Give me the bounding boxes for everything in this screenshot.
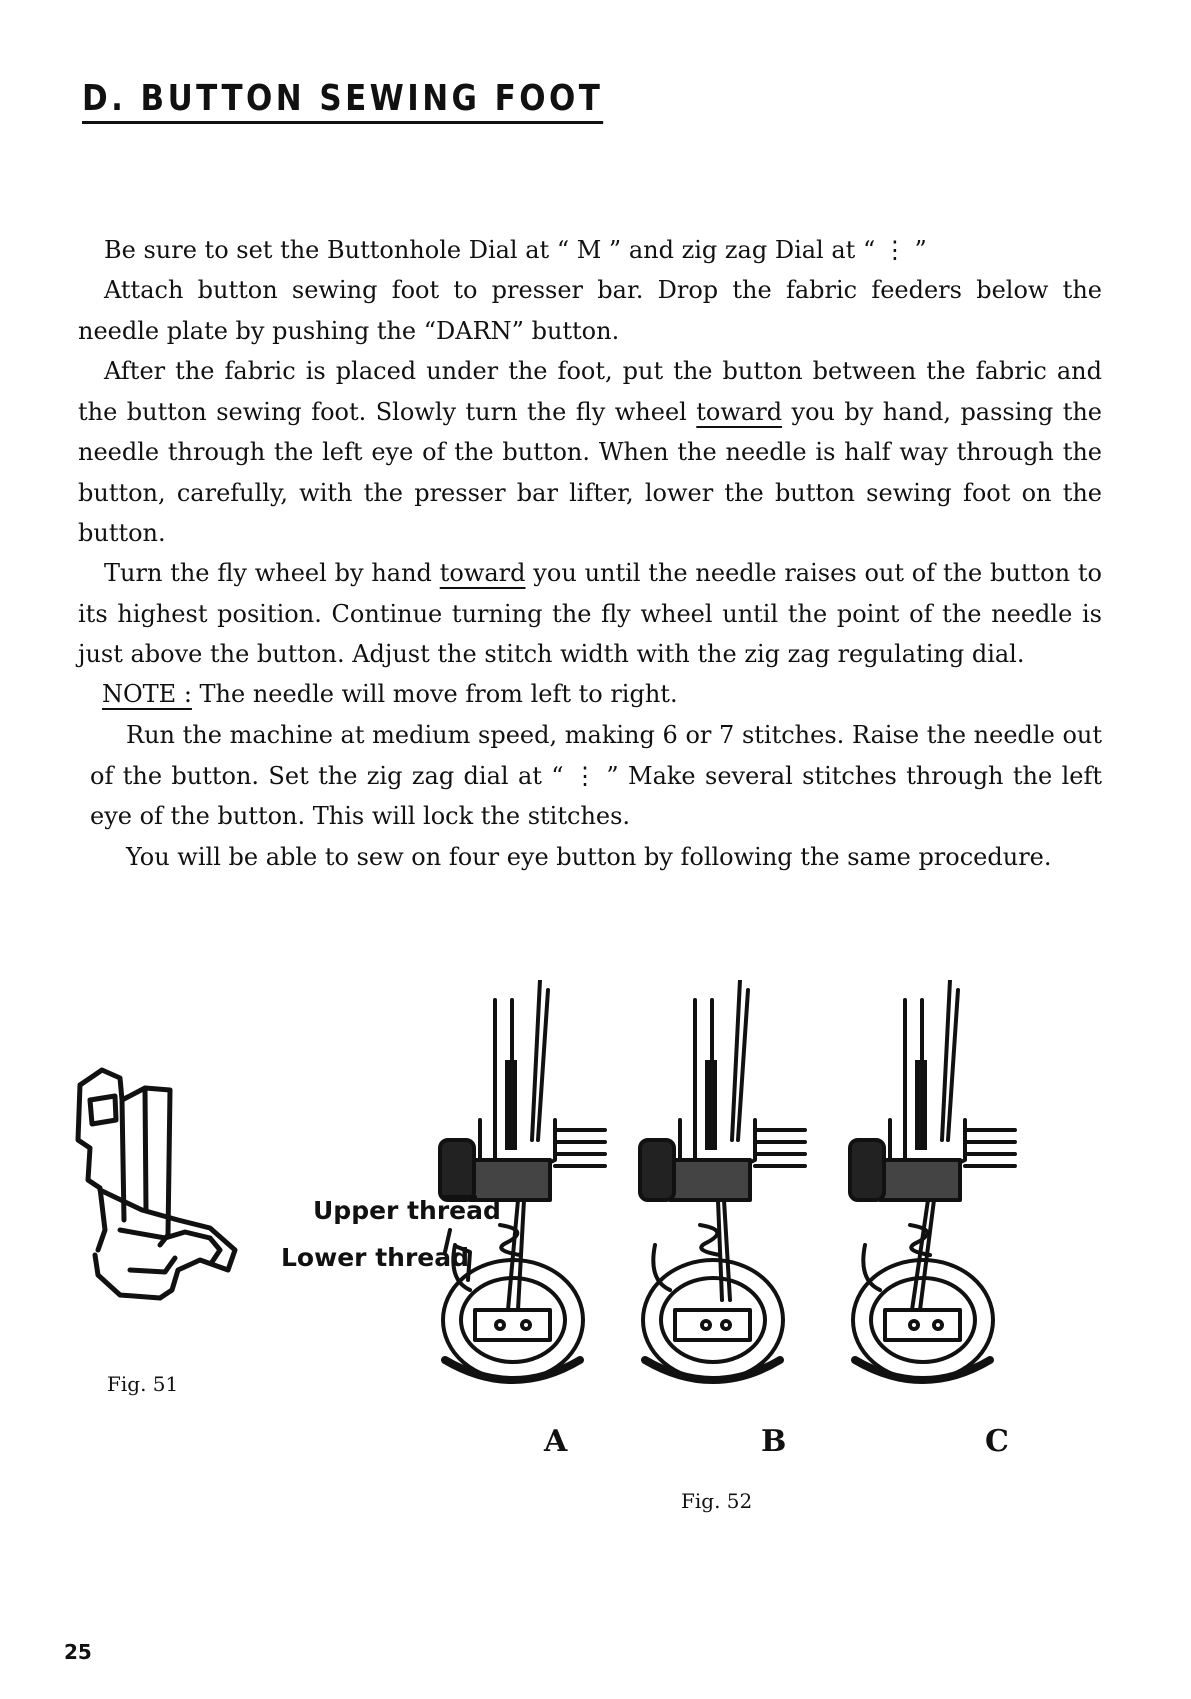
instruction-paragraph: Be sure to set the Buttonhole Dial at “ M ” and zig zag Dial at “ ⋮ ” <box>104 236 927 264</box>
text-run: you until the needle raises out of the button to its highest position. Continue turning the fly wheel until the point of the needle is just above the button. Adjust the stitch width with the zig zag regulating dial. <box>78 559 1102 668</box>
button-sewing-foot-illustration <box>60 1060 260 1320</box>
note-text: The needle will move from left to right. <box>191 680 678 708</box>
note-label: NOTE : <box>102 680 192 708</box>
figure-caption: Fig. 52 <box>681 1489 753 1513</box>
figure-label-a: A <box>544 1424 568 1459</box>
figure-caption: Fig. 51 <box>107 1372 179 1396</box>
underlined-word: toward <box>439 559 526 587</box>
instruction-paragraph <box>78 351 1102 554</box>
instruction-paragraph: You will be able to sew on four eye button by following the same procedure. <box>126 843 1052 871</box>
figure-label-c: C <box>985 1424 1009 1459</box>
needle-button-illustration <box>270 980 1110 1410</box>
underlined-word: toward <box>696 397 783 426</box>
instruction-paragraph <box>78 553 1102 675</box>
text-run: Turn the fly wheel by hand <box>104 559 440 587</box>
instruction-paragraph: Run the machine at medium speed, making 6 or 7 stitches. Raise the needle out of the button. Set the zig zag dial at “ ⋮ ” Make several stitches through the left eye of the button. This will lock the stitches. <box>90 721 1102 830</box>
lower-thread-label: Lower thread <box>281 1243 469 1272</box>
upper-thread-label: Upper thread <box>313 1196 501 1225</box>
page-number: 25 <box>64 1640 92 1664</box>
text-run: you by hand, passing the needle through the left eye of the button. When the needle is half way through the button, carefully, with the presser bar lifter, lower the button sewing foot on the button. <box>78 397 1102 547</box>
figure-label-b: B <box>761 1424 787 1459</box>
instruction-paragraph: Attach button sewing foot to presser bar. Drop the fabric feeders below the needle plate by pushing the “DARN” button. <box>78 276 1102 345</box>
text-run: After the fabric is placed under the foot, put the button between the fabric and the button sewing foot. Slowly turn the fly wheel <box>78 357 1102 426</box>
note-paragraph <box>102 674 1102 715</box>
section-title: D. BUTTON SEWING FOOT <box>82 78 603 124</box>
